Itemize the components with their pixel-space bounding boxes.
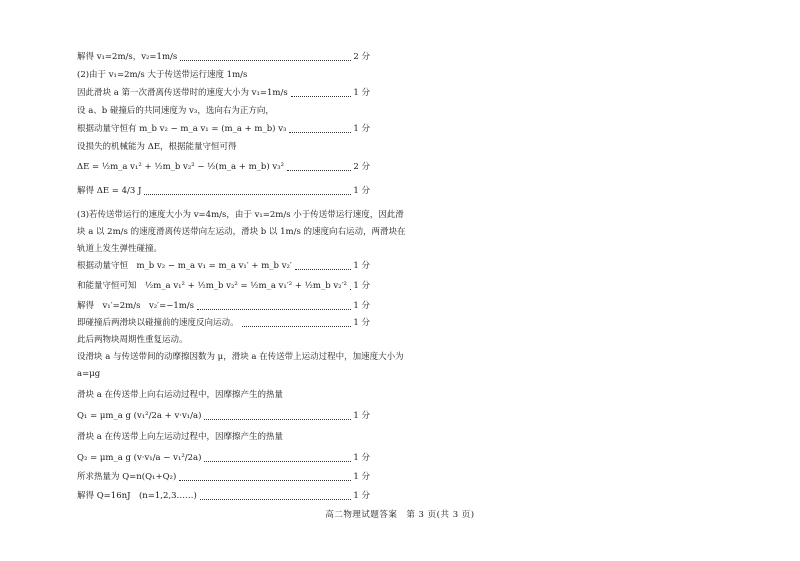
score: 1 分	[353, 261, 370, 271]
answer-line	[77, 318, 370, 329]
answer-line: 设滑块 a 与传送带间的动摩擦因数为 μ，滑块 a 在传送带上运动过程中，加速度大小为	[77, 352, 404, 362]
answer-line	[77, 472, 370, 483]
line-text: 解得 v₁=2m/s，v₂=1m/s	[77, 52, 178, 62]
answer-line: 设 a、b 碰撞后的共同速度为 v₃，选向右为正方向，	[77, 106, 274, 116]
leader-dots	[204, 460, 351, 462]
leader-dots	[180, 59, 351, 61]
line-text: 解得 Q=16nJ (n=1,2,3……)	[77, 491, 197, 501]
score: 1 分	[353, 301, 370, 311]
answer-line: a=μg	[77, 369, 101, 379]
line-text: Q₂ = μm_a g (v·v₁/a − v₁²/2a)	[77, 453, 202, 463]
line-text: 解得 ΔE = 4/3 J	[77, 186, 142, 196]
answer-line	[77, 52, 370, 63]
line-text: 和能量守恒可知 ½m_a v₁² + ½m_b v₂² = ½m_a v₁′² + ½m_b v₂′²	[77, 281, 347, 291]
leader-dots	[350, 288, 351, 290]
leader-dots	[204, 418, 351, 420]
answer-line	[77, 281, 370, 292]
answer-line	[77, 124, 370, 135]
line-text: 所求热量为 Q=n(Q₁+Q₂)	[77, 472, 177, 482]
leader-dots	[144, 193, 351, 195]
answer-line: 设损失的机械能为 ΔE，根据能量守恒可得	[77, 142, 237, 152]
answer-line: 滑块 a 在传送带上向右运动过程中，因摩擦产生的热量	[77, 390, 283, 400]
line-text: 解得 v₁′=2m/s v₂′=−1m/s	[77, 301, 195, 311]
answer-line: 轨道上发生弹性碰撞。	[77, 244, 163, 254]
line-text: ΔE = ½m_a v₁² + ½m_b v₂² − ½(m_a + m_b) v₃²	[77, 162, 285, 172]
answer-line: 滑块 a 在传送带上向左运动过程中，因摩擦产生的热量	[77, 432, 283, 442]
answer-line	[77, 261, 370, 272]
answer-line	[77, 162, 370, 173]
answer-line	[77, 186, 370, 197]
leader-dots	[295, 268, 352, 270]
score: 1 分	[353, 453, 370, 463]
leader-dots	[242, 325, 352, 327]
answer-line: 块 a 以 2m/s 的速度滑离传送带向左运动，滑块 b 以 1m/s 的速度向右运动，两滑块在	[77, 227, 406, 237]
leader-dots	[289, 131, 351, 133]
score: 1 分	[353, 124, 370, 134]
answer-line	[77, 411, 370, 422]
score: 2 分	[353, 162, 370, 172]
leader-dots	[287, 169, 351, 171]
leader-dots	[200, 498, 352, 500]
answer-line	[77, 453, 370, 464]
page-footer: 高二物理试题答案 第 3 页(共 3 页)	[325, 510, 475, 520]
leader-dots	[179, 479, 351, 481]
line-text: Q₁ = μm_a g (v₁²/2a + v·v₁/a)	[77, 411, 202, 421]
score: 1 分	[353, 318, 370, 328]
score: 1 分	[353, 491, 370, 501]
score: 1 分	[353, 88, 370, 98]
line-text: 即碰撞后两滑块以碰撞前的速度反向运动。	[77, 318, 239, 328]
answer-content	[77, 52, 406, 502]
answer-line: (2)由于 v₁=2m/s 大于传送带运行速度 1m/s	[77, 70, 248, 80]
line-text: 根据动量守恒有 m_b v₂ − m_a v₁ = (m_a + m_b) v₃	[77, 124, 287, 134]
leader-dots	[291, 95, 352, 97]
answer-line: 此后两物块周期性重复运动。	[77, 335, 188, 345]
line-text: 根据动量守恒 m_b v₂ − m_a v₁ = m_a v₁′ + m_b v₂′	[77, 261, 292, 271]
leader-dots	[197, 308, 351, 310]
answer-line	[77, 301, 370, 312]
score: 1 分	[353, 411, 370, 421]
answer-line: (3)若传送带运行的速度大小为 v=4m/s，由于 v₁=2m/s 小于传送带运行速度，因此滑	[77, 210, 404, 220]
answer-line	[77, 88, 370, 99]
score: 1 分	[353, 472, 370, 482]
score: 2 分	[353, 52, 370, 62]
answer-line	[77, 491, 370, 502]
line-text: 因此滑块 a 第一次滑离传送带时的速度大小为 v₁=1m/s	[77, 88, 288, 98]
score: 1 分	[353, 281, 370, 291]
score: 1 分	[353, 186, 370, 196]
